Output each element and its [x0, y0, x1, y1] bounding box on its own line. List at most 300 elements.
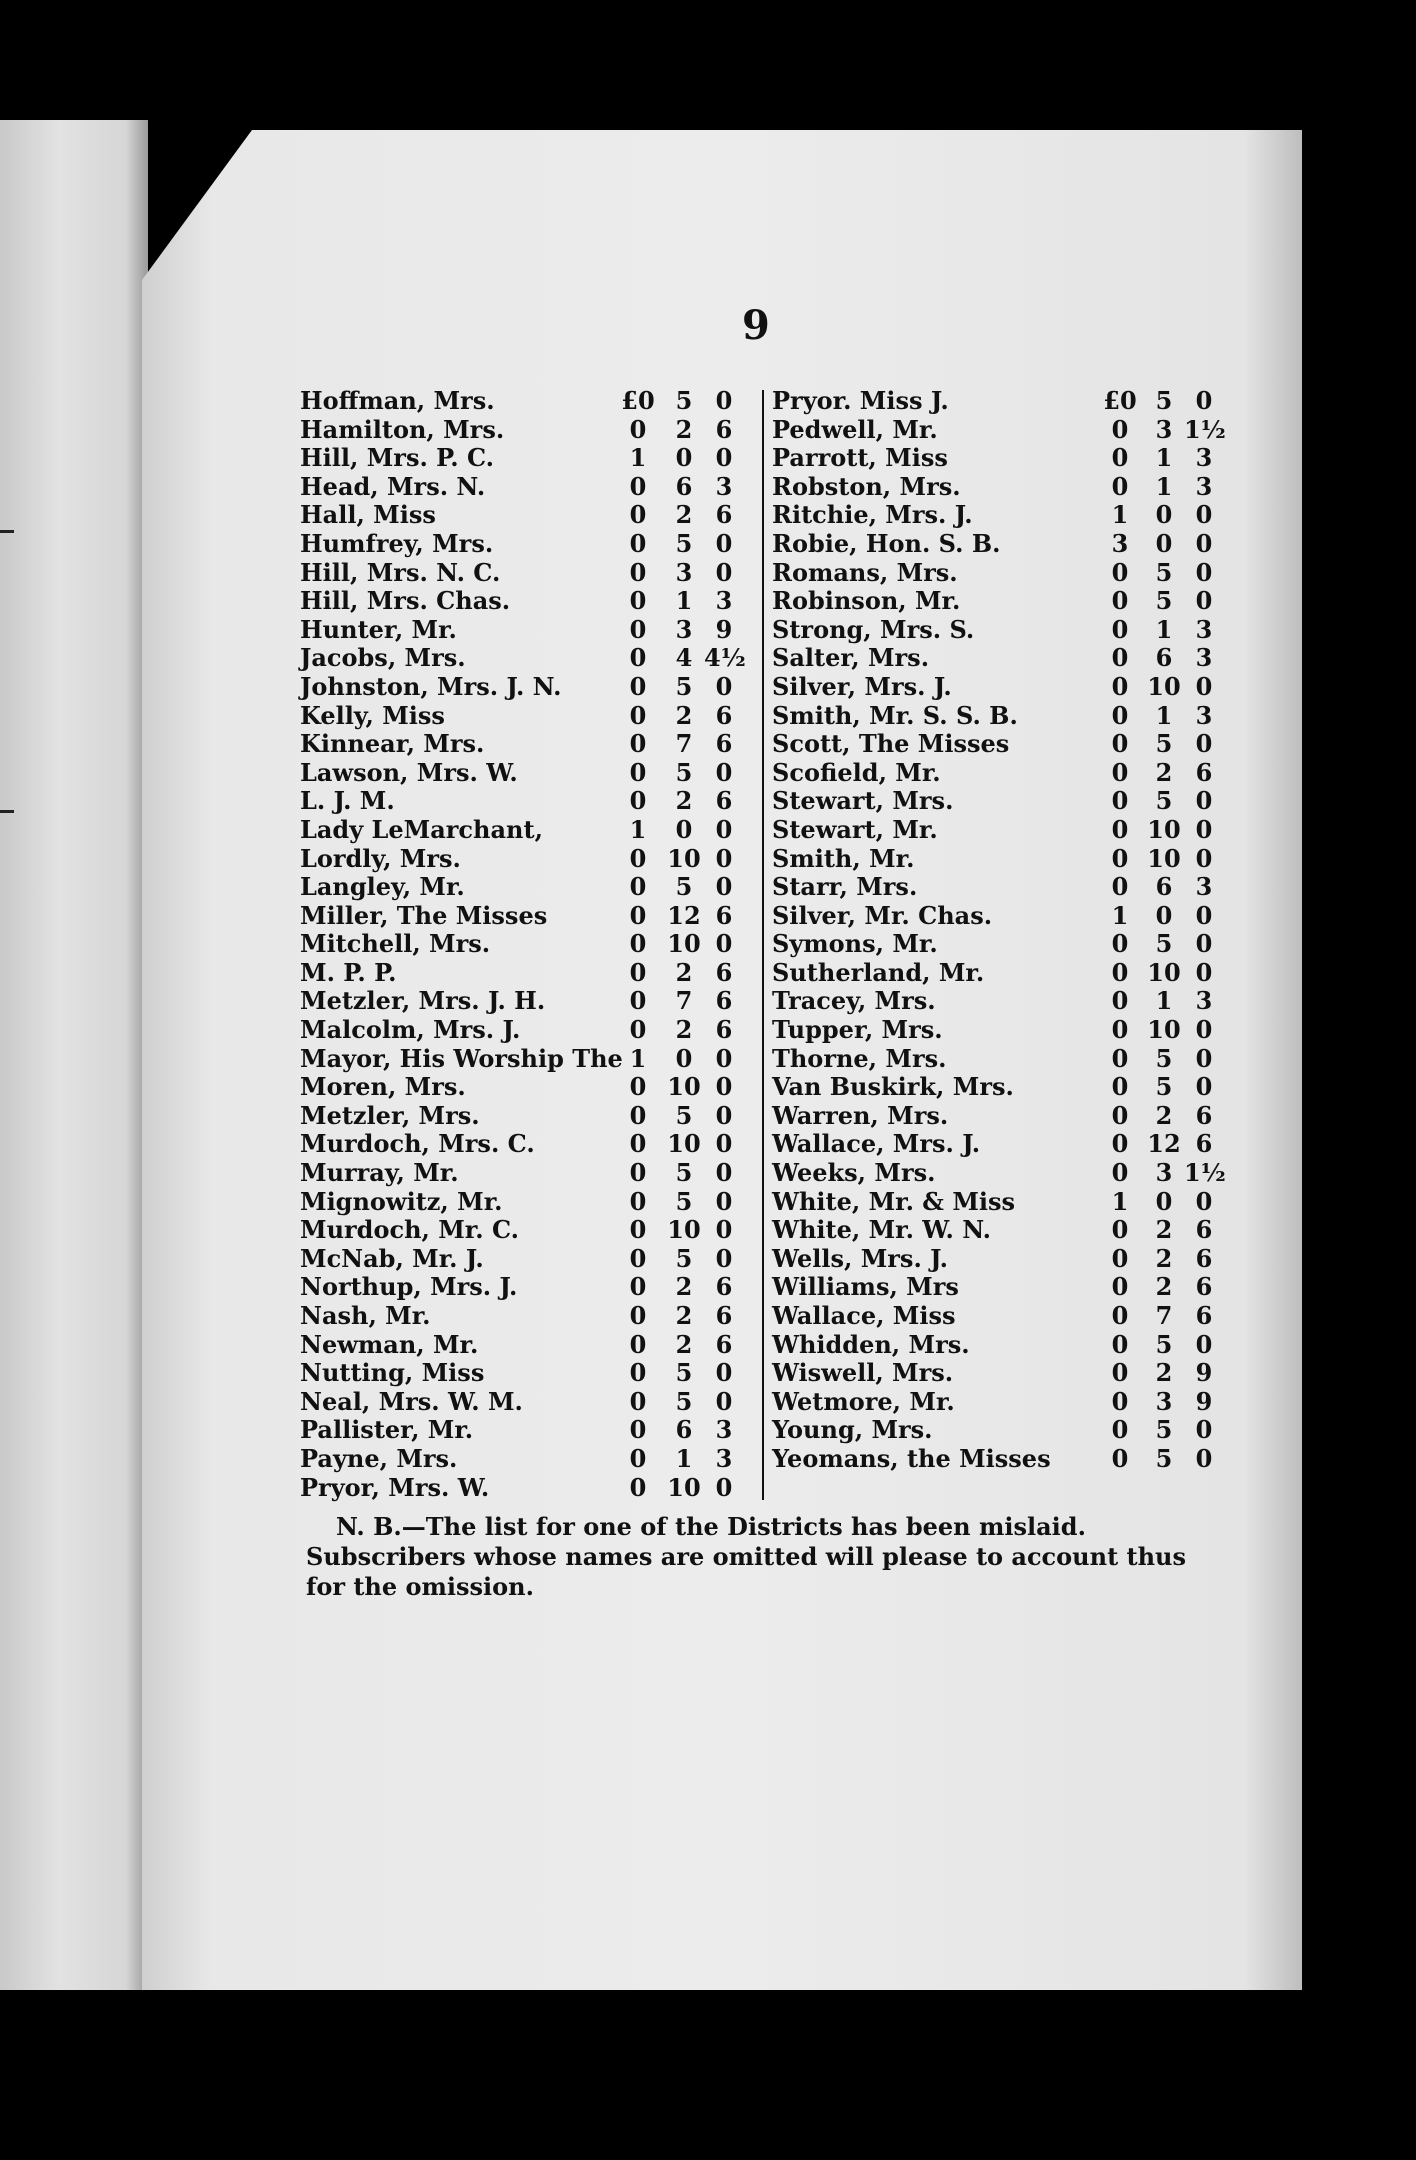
amount-pence: 0 [1195, 1415, 1213, 1445]
column-divider [762, 390, 764, 1500]
amount-shillings: 5 [675, 757, 693, 787]
subscriber-name: Smith, Mr. [772, 843, 915, 873]
amount-shillings: 10 [667, 1472, 701, 1502]
amount-pounds: 0 [629, 614, 647, 644]
subscriber-name: Hill, Mrs. Chas. [300, 586, 511, 616]
amount-shillings: 2 [1155, 1100, 1173, 1130]
amount-shillings: 2 [1155, 1243, 1173, 1273]
amount-pence: 6 [715, 1015, 733, 1045]
footnote: N. B.—The list for one of the Districts has been mislaid. Subscribers whose names are omitted will please to account thus for the omission. [306, 1512, 1187, 1601]
amount-shillings: 0 [1155, 1186, 1173, 1216]
amount-pounds: 0 [1111, 586, 1129, 616]
amount-shillings: 6 [1155, 872, 1173, 902]
amount-pence: 0 [715, 1158, 733, 1188]
amount-shillings: 3 [1155, 414, 1173, 444]
amount-shillings: 10 [667, 1215, 701, 1245]
amount-pounds: £0 [621, 386, 655, 415]
amount-shillings: 0 [675, 814, 693, 844]
amount-pence: 3 [715, 471, 733, 501]
amount-pence: 6 [715, 957, 733, 987]
amount-pounds: 0 [629, 643, 647, 673]
amount-pence: 0 [715, 1243, 733, 1273]
amount-shillings: 10 [1147, 671, 1181, 701]
amount-pounds: 0 [629, 1158, 647, 1188]
subscriber-name: Head, Mrs. N. [300, 471, 486, 501]
amount-pounds: 0 [1111, 729, 1129, 759]
subscriber-name: Wiswell, Mrs. [772, 1358, 954, 1388]
amount-pence: 0 [715, 1358, 733, 1388]
subscriber-name: Kelly, Miss [300, 700, 445, 730]
amount-shillings: 2 [675, 500, 693, 530]
subscriber-name: Lordly, Mrs. [300, 843, 461, 873]
amount-pounds: 0 [629, 1415, 647, 1445]
amount-pounds: 0 [1111, 557, 1129, 587]
amount-shillings: 10 [1147, 957, 1181, 987]
amount-pence: 0 [1195, 1329, 1213, 1359]
subscriber-name: Hill, Mrs. P. C. [300, 443, 494, 473]
amount-pounds: 1 [1111, 900, 1129, 930]
subscriber-name: Sutherland, Mr. [772, 957, 985, 987]
subscriber-name: Pallister, Mr. [300, 1415, 474, 1445]
amount-shillings: 3 [1155, 1386, 1173, 1416]
subscriber-name: Hill, Mrs. N. C. [300, 557, 501, 587]
margin-mark [0, 810, 14, 813]
amount-pence: 0 [1195, 900, 1213, 930]
amount-pounds: 1 [629, 1043, 647, 1073]
amount-pounds: 0 [629, 900, 647, 930]
amount-pence: 0 [715, 671, 733, 701]
amount-pounds: 0 [629, 729, 647, 759]
amount-pence: 6 [715, 900, 733, 930]
amount-shillings: 6 [1155, 643, 1173, 673]
amount-pence: 1½ [1184, 414, 1226, 444]
amount-pounds: 0 [629, 957, 647, 987]
amount-shillings: 6 [675, 1415, 693, 1445]
amount-pence: 3 [1195, 986, 1213, 1016]
amount-shillings: 2 [675, 786, 693, 816]
amount-pence: 0 [715, 929, 733, 959]
subscriber-name: Wells, Mrs. J. [772, 1243, 949, 1273]
amount-shillings: 2 [1155, 1215, 1173, 1245]
subscriber-name: Nash, Mr. [300, 1301, 431, 1330]
amount-shillings: 2 [675, 700, 693, 730]
amount-pounds: 0 [1111, 843, 1129, 873]
amount-shillings: 5 [1155, 1443, 1173, 1473]
subscriber-name: M. P. P. [300, 957, 397, 987]
amount-pounds: 0 [1111, 443, 1129, 473]
amount-pence: 0 [1195, 957, 1213, 987]
subscriber-name: Williams, Mrs [772, 1272, 959, 1302]
subscriber-name: Pedwell, Mr. [772, 414, 938, 444]
amount-pounds: 0 [1111, 1243, 1129, 1273]
subscriber-name: Murdoch, Mr. C. [300, 1215, 519, 1245]
amount-pence: 0 [715, 557, 733, 587]
amount-pence: 9 [1195, 1386, 1213, 1416]
amount-pence: 0 [715, 843, 733, 873]
amount-pence: 0 [1195, 671, 1213, 701]
subscriber-name: Strong, Mrs. S. [772, 614, 975, 644]
amount-pounds: 0 [1111, 671, 1129, 701]
amount-pence: 9 [715, 614, 733, 644]
amount-shillings: 5 [675, 1243, 693, 1273]
amount-shillings: 2 [675, 1301, 693, 1330]
amount-shillings: 5 [1155, 929, 1173, 959]
amount-pounds: 0 [1111, 757, 1129, 787]
amount-pence: 6 [715, 1301, 733, 1330]
amount-pounds: 0 [629, 872, 647, 902]
amount-pence: 6 [1195, 1301, 1213, 1330]
subscriber-name: Starr, Mrs. [772, 872, 918, 902]
amount-shillings: 3 [1155, 1158, 1173, 1188]
amount-pounds: 0 [1111, 1415, 1129, 1445]
subscriber-name: Symons, Mr. [772, 929, 938, 959]
amount-pence: 0 [715, 386, 733, 415]
subscriber-name: Robie, Hon. S. B. [772, 528, 1001, 558]
amount-pounds: 0 [1111, 1272, 1129, 1302]
amount-pence: 3 [1195, 614, 1213, 644]
amount-pence: 6 [1195, 757, 1213, 787]
subscriber-name: Kinnear, Mrs. [300, 729, 485, 759]
amount-shillings: 6 [675, 471, 693, 501]
amount-shillings: 5 [675, 1158, 693, 1188]
amount-pence: 6 [1195, 1243, 1213, 1273]
subscriber-name: Young, Mrs. [772, 1415, 933, 1445]
amount-pounds: 0 [1111, 929, 1129, 959]
amount-shillings: 7 [675, 986, 693, 1016]
subscriber-name: Weeks, Mrs. [772, 1158, 936, 1188]
subscriber-name: Mignowitz, Mr. [300, 1186, 503, 1216]
amount-pence: 0 [715, 814, 733, 844]
amount-pounds: 0 [1111, 1443, 1129, 1473]
amount-pence: 0 [1195, 386, 1213, 415]
amount-pence: 0 [715, 872, 733, 902]
amount-shillings: 5 [1155, 557, 1173, 587]
subscriber-name: Humfrey, Mrs. [300, 528, 494, 558]
amount-pounds: 0 [1111, 1100, 1129, 1130]
amount-pounds: 0 [1111, 957, 1129, 987]
amount-pence: 3 [1195, 443, 1213, 473]
amount-shillings: 5 [675, 386, 693, 415]
amount-pence: 3 [1195, 700, 1213, 730]
amount-shillings: 12 [1147, 1129, 1181, 1159]
amount-pounds: 0 [1111, 786, 1129, 816]
subscriber-name: Hamilton, Mrs. [300, 414, 505, 444]
amount-pounds: 0 [629, 700, 647, 730]
subscriber-name: Payne, Mrs. [300, 1443, 458, 1473]
amount-shillings: 5 [1155, 1072, 1173, 1102]
amount-pounds: 1 [629, 443, 647, 473]
amount-shillings: 10 [667, 1129, 701, 1159]
subscriber-name: Wallace, Miss [772, 1301, 956, 1330]
subscriber-name: Salter, Mrs. [772, 643, 930, 673]
subscriber-name: Newman, Mr. [300, 1329, 479, 1359]
amount-pence: 9 [1195, 1358, 1213, 1388]
amount-pence: 0 [715, 757, 733, 787]
amount-shillings: 5 [1155, 1329, 1173, 1359]
subscriber-name: Malcolm, Mrs. J. [300, 1015, 521, 1045]
subscriber-name: Whidden, Mrs. [772, 1329, 970, 1359]
amount-shillings: 5 [675, 1100, 693, 1130]
amount-pounds: 0 [1111, 814, 1129, 844]
subscriber-name: Pryor, Mrs. W. [300, 1472, 490, 1502]
amount-shillings: 10 [1147, 1015, 1181, 1045]
amount-shillings: 1 [675, 586, 693, 616]
subscriber-name: Mitchell, Mrs. [300, 929, 491, 959]
amount-pence: 0 [1195, 1443, 1213, 1473]
amount-pounds: 0 [629, 1129, 647, 1159]
amount-pounds: 1 [629, 814, 647, 844]
amount-pence: 0 [1195, 729, 1213, 759]
amount-pence: 6 [1195, 1100, 1213, 1130]
amount-pounds: 1 [1111, 500, 1129, 530]
subscriber-name: Mayor, His Worship The [300, 1043, 623, 1073]
subscriber-name: Nutting, Miss [300, 1358, 485, 1388]
subscriber-name: Wetmore, Mr. [772, 1386, 955, 1416]
amount-pence: 3 [1195, 643, 1213, 673]
amount-pounds: 0 [629, 1386, 647, 1416]
amount-pounds: 0 [629, 1015, 647, 1045]
amount-pence: 0 [1195, 1186, 1213, 1216]
amount-pounds: 0 [629, 929, 647, 959]
amount-pounds: 0 [629, 1329, 647, 1359]
subscriber-name: Warren, Mrs. [772, 1100, 949, 1130]
amount-pounds: 0 [629, 1186, 647, 1216]
subscriber-name: McNab, Mr. J. [300, 1243, 484, 1273]
amount-shillings: 0 [1155, 500, 1173, 530]
amount-pence: 0 [1195, 1043, 1213, 1073]
amount-pence: 0 [715, 528, 733, 558]
subscriber-name: Johnston, Mrs. J. N. [300, 671, 562, 701]
amount-pounds: 0 [629, 1072, 647, 1102]
amount-shillings: 10 [667, 843, 701, 873]
subscriber-name: L. J. M. [300, 786, 395, 816]
amount-pounds: 0 [1111, 1015, 1129, 1045]
subscriber-name: Ritchie, Mrs. J. [772, 500, 973, 530]
amount-shillings: 2 [675, 1272, 693, 1302]
amount-shillings: 2 [675, 1015, 693, 1045]
amount-shillings: 0 [675, 1043, 693, 1073]
amount-shillings: 2 [1155, 1272, 1173, 1302]
amount-shillings: 5 [675, 1386, 693, 1416]
amount-shillings: 2 [675, 414, 693, 444]
amount-shillings: 5 [675, 872, 693, 902]
amount-pounds: 0 [1111, 1301, 1129, 1330]
amount-pence: 0 [715, 1043, 733, 1073]
amount-shillings: 1 [1155, 986, 1173, 1016]
amount-shillings: 2 [1155, 757, 1173, 787]
amount-shillings: 0 [1155, 528, 1173, 558]
amount-pounds: 0 [1111, 986, 1129, 1016]
amount-pence: 0 [715, 1472, 733, 1502]
amount-pounds: 0 [1111, 414, 1129, 444]
amount-shillings: 10 [667, 1072, 701, 1102]
amount-pounds: 0 [629, 1215, 647, 1245]
amount-shillings: 5 [1155, 1415, 1173, 1445]
amount-pence: 3 [715, 586, 733, 616]
amount-shillings: 2 [1155, 1358, 1173, 1388]
subscriber-name: Robinson, Mr. [772, 586, 961, 616]
amount-pence: 0 [1195, 843, 1213, 873]
subscriber-name: Thorne, Mrs. [772, 1043, 947, 1073]
amount-shillings: 3 [675, 614, 693, 644]
amount-pounds: 0 [1111, 1158, 1129, 1188]
amount-shillings: 10 [1147, 814, 1181, 844]
amount-shillings: 7 [1155, 1301, 1173, 1330]
amount-pounds: £0 [1103, 386, 1137, 415]
amount-shillings: 12 [667, 900, 701, 930]
amount-pounds: 0 [629, 500, 647, 530]
subscriber-name: Hoffman, Mrs. [300, 386, 495, 415]
amount-pence: 6 [715, 500, 733, 530]
subscriber-name: Metzler, Mrs. [300, 1100, 480, 1130]
amount-pounds: 0 [1111, 1072, 1129, 1102]
amount-pence: 0 [715, 1129, 733, 1159]
amount-pounds: 0 [1111, 700, 1129, 730]
subscriber-name: White, Mr. W. N. [772, 1215, 991, 1245]
amount-pounds: 0 [629, 843, 647, 873]
amount-pence: 0 [1195, 557, 1213, 587]
amount-pence: 6 [715, 1329, 733, 1359]
amount-pounds: 0 [1111, 872, 1129, 902]
subscriber-name: Murray, Mr. [300, 1158, 459, 1188]
subscriber-name: Hunter, Mr. [300, 614, 457, 644]
subscriber-name: Stewart, Mr. [772, 814, 938, 844]
subscriber-name: Yeomans, the Misses [772, 1443, 1051, 1473]
subscriber-name: Stewart, Mrs. [772, 786, 954, 816]
amount-pence: 0 [715, 1215, 733, 1245]
amount-pounds: 0 [629, 586, 647, 616]
amount-shillings: 1 [1155, 614, 1173, 644]
subscriber-name: Moren, Mrs. [300, 1072, 466, 1102]
amount-pounds: 0 [1111, 614, 1129, 644]
amount-pounds: 0 [1111, 1215, 1129, 1245]
amount-shillings: 5 [1155, 1043, 1173, 1073]
subscriber-name: Van Buskirk, Mrs. [772, 1072, 1014, 1102]
subscriber-name: Northup, Mrs. J. [300, 1272, 518, 1302]
amount-pence: 6 [715, 729, 733, 759]
margin-mark [0, 530, 14, 533]
subscriber-name: Tracey, Mrs. [772, 986, 936, 1016]
amount-pounds: 0 [1111, 1358, 1129, 1388]
amount-shillings: 5 [675, 671, 693, 701]
amount-pence: 6 [715, 700, 733, 730]
amount-pence: 0 [1195, 929, 1213, 959]
amount-shillings: 5 [1155, 386, 1173, 415]
amount-shillings: 1 [1155, 443, 1173, 473]
subscriber-name: Silver, Mr. Chas. [772, 900, 993, 930]
subscriber-name: Wallace, Mrs. J. [772, 1129, 981, 1159]
amount-pounds: 0 [629, 671, 647, 701]
amount-pounds: 0 [1111, 1329, 1129, 1359]
amount-pence: 0 [715, 1186, 733, 1216]
subscriber-name: Smith, Mr. S. S. B. [772, 700, 1018, 730]
amount-pence: 6 [715, 786, 733, 816]
amount-shillings: 5 [675, 1186, 693, 1216]
amount-pounds: 1 [1111, 1186, 1129, 1216]
amount-pounds: 0 [629, 986, 647, 1016]
amount-shillings: 7 [675, 729, 693, 759]
amount-shillings: 0 [1155, 900, 1173, 930]
amount-pounds: 0 [629, 1472, 647, 1502]
amount-shillings: 5 [675, 1358, 693, 1388]
subscriber-name: Jacobs, Mrs. [300, 643, 466, 673]
amount-pounds: 0 [629, 471, 647, 501]
amount-pence: 1½ [1184, 1158, 1226, 1188]
subscriber-name: Murdoch, Mrs. C. [300, 1129, 535, 1159]
amount-pounds: 0 [629, 1358, 647, 1388]
subscriber-name: Langley, Mr. [300, 872, 465, 902]
amount-pounds: 0 [629, 1272, 647, 1302]
amount-pounds: 0 [629, 1243, 647, 1273]
subscriber-name: Lady LeMarchant, [300, 814, 543, 844]
amount-pounds: 0 [629, 414, 647, 444]
subscriber-name: Hall, Miss [300, 500, 436, 530]
amount-shillings: 5 [1155, 729, 1173, 759]
amount-shillings: 0 [675, 443, 693, 473]
subscriber-name: Scott, The Misses [772, 729, 1010, 759]
subscriber-name: Silver, Mrs. J. [772, 671, 952, 701]
amount-pence: 0 [715, 443, 733, 473]
amount-pounds: 0 [629, 528, 647, 558]
subscriber-name: White, Mr. & Miss [772, 1186, 1016, 1216]
amount-pounds: 0 [1111, 1129, 1129, 1159]
amount-pence: 0 [1195, 528, 1213, 558]
amount-pounds: 3 [1111, 528, 1129, 558]
subscriber-name: Miller, The Misses [300, 900, 548, 930]
subscriber-name: Parrott, Miss [772, 443, 948, 473]
page-number: 9 [742, 302, 770, 349]
amount-pence: 0 [1195, 500, 1213, 530]
amount-pence: 0 [1195, 586, 1213, 616]
amount-pence: 6 [715, 414, 733, 444]
amount-shillings: 1 [1155, 700, 1173, 730]
amount-pence: 6 [715, 986, 733, 1016]
amount-pence: 3 [1195, 872, 1213, 902]
amount-pence: 6 [1195, 1215, 1213, 1245]
subscriber-name: Pryor. Miss J. [772, 386, 949, 415]
amount-pence: 3 [715, 1415, 733, 1445]
amount-pence: 6 [1195, 1129, 1213, 1159]
amount-shillings: 5 [1155, 786, 1173, 816]
amount-shillings: 5 [675, 528, 693, 558]
amount-pounds: 0 [629, 786, 647, 816]
subscriber-name: Tupper, Mrs. [772, 1015, 943, 1045]
subscriber-name: Robston, Mrs. [772, 471, 961, 501]
subscriber-name: Scofield, Mr. [772, 757, 941, 787]
amount-pence: 0 [1195, 786, 1213, 816]
amount-shillings: 2 [675, 1329, 693, 1359]
amount-pence: 0 [715, 1100, 733, 1130]
amount-pence: 0 [715, 1386, 733, 1416]
amount-shillings: 5 [1155, 586, 1173, 616]
amount-pence: 0 [1195, 814, 1213, 844]
amount-pence: 6 [715, 1272, 733, 1302]
amount-pounds: 0 [629, 757, 647, 787]
amount-shillings: 2 [675, 957, 693, 987]
amount-pounds: 0 [629, 1443, 647, 1473]
amount-pounds: 0 [1111, 643, 1129, 673]
amount-shillings: 3 [675, 557, 693, 587]
amount-pounds: 0 [629, 1301, 647, 1330]
amount-pounds: 0 [629, 1100, 647, 1130]
amount-pence: 0 [1195, 1015, 1213, 1045]
subscriber-name: Metzler, Mrs. J. H. [300, 986, 546, 1016]
facing-page [0, 120, 148, 1990]
amount-pounds: 0 [1111, 1043, 1129, 1073]
amount-pence: 3 [715, 1443, 733, 1473]
amount-pounds: 0 [1111, 471, 1129, 501]
amount-shillings: 10 [667, 929, 701, 959]
